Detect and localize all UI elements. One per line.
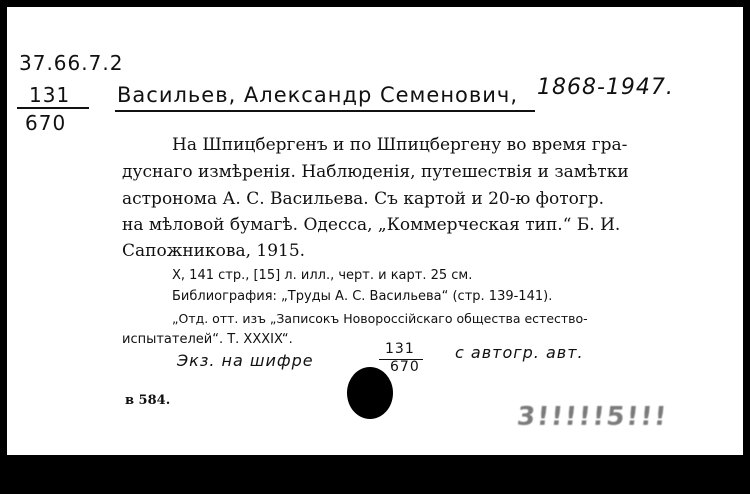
- library-stamp: 3!!!!!5!!!: [515, 402, 670, 432]
- title-line-1: На Шпицбергенъ и по Шпицбергену во время гра-: [172, 135, 628, 155]
- shelf-mark-bottom: 670: [25, 111, 67, 135]
- shelf-mark-top: 131: [29, 83, 71, 107]
- handwritten-shelf-top: 131: [385, 341, 415, 357]
- catalog-card: [7, 7, 743, 455]
- title-line-4: на мѣловой бумагѣ. Одесса, „Коммерческая тип.“ Б. И.: [122, 215, 621, 235]
- punch-hole: [347, 367, 393, 419]
- collation: X, 141 стр., [15] л. илл., черт. и карт. 25 см.: [172, 268, 473, 283]
- title-line-5: Сапожникова, 1915.: [122, 241, 306, 261]
- scan-border: [0, 455, 750, 494]
- handwritten-shelf-bottom: 670: [390, 359, 420, 375]
- offprint-line-1: „Отд. отт. изъ „Записокъ Новороссійскаго общества естество-: [172, 311, 588, 326]
- offprint-line-2: испытателей“. Т. XXXIX“.: [122, 332, 293, 347]
- author-heading: Васильев, Александр Семенович,: [117, 83, 519, 107]
- handwritten-note-suffix: с автогр. авт.: [455, 343, 584, 362]
- author-underline: [115, 110, 535, 112]
- bibliography-note: Библиография: „Труды А. С. Васильева“ (стр. 139-141).: [172, 289, 553, 304]
- inventory-number: в 584.: [125, 393, 171, 408]
- call-number: 37.66.7.2: [19, 51, 124, 75]
- shelf-mark-divider: [17, 107, 89, 109]
- title-line-3: астронома А. С. Васильева. Съ картой и 20-ю фотогр.: [122, 189, 605, 209]
- author-dates: 1868-1947.: [537, 75, 674, 100]
- title-line-2: дуснаго измѣренія. Наблюденія, путешествія и замѣтки: [122, 162, 629, 182]
- handwritten-note-prefix: Экз. на шифре: [177, 351, 314, 370]
